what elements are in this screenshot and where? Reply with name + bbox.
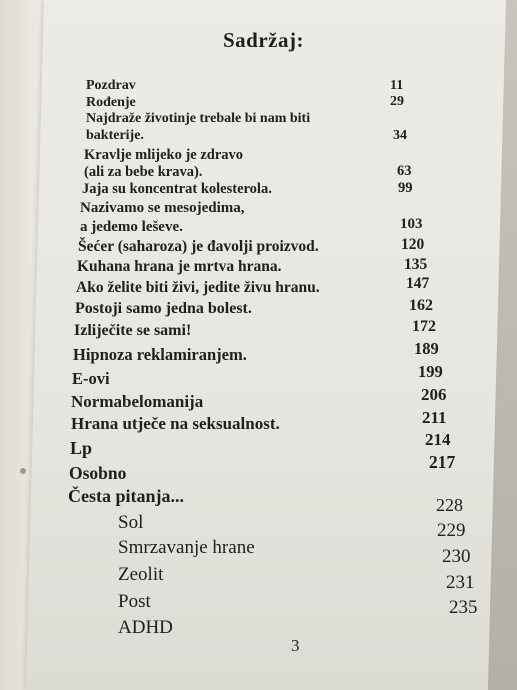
toc-page: 211: [422, 408, 447, 427]
toc-page: 189: [414, 339, 439, 358]
toc-entry: (ali za bebe krava).: [84, 164, 203, 180]
toc-subentry: Sol: [118, 512, 144, 533]
toc-entry: Ako želite biti živi, jedite živu hranu.: [76, 279, 320, 296]
toc-page: 217: [429, 452, 456, 472]
toc-page: 229: [437, 520, 466, 541]
page-number: 3: [291, 636, 300, 655]
toc-entry: Osobno: [69, 463, 127, 483]
toc-page: 99: [398, 180, 413, 196]
toc-entry: Pozdrav: [86, 78, 136, 93]
toc-page: 206: [421, 385, 447, 404]
toc-entry: Česta pitanja...: [68, 486, 184, 506]
toc-page: 120: [401, 236, 425, 253]
toc-entry: Kuhana hrana je mrtva hrana.: [77, 258, 282, 275]
toc-entry: Postoji samo jedna bolest.: [75, 300, 252, 317]
toc-entry: Šećer (saharoza) je đavolji proizvod.: [78, 238, 319, 255]
toc-entry: a jedemo leševe.: [80, 219, 183, 235]
toc-page: 103: [400, 216, 423, 232]
toc-page: 147: [406, 275, 430, 292]
toc-entry: Hrana utječe na seksualnost.: [71, 414, 280, 433]
toc-entry: Normabelomanija: [71, 392, 204, 411]
toc-entry: Lp: [70, 438, 93, 458]
toc-subentry: ADHD: [118, 617, 173, 638]
toc-page: 162: [409, 297, 433, 314]
toc-page: 135: [404, 256, 428, 273]
toc-entry: Jaja su koncentrat kolesterola.: [82, 181, 272, 197]
toc-subentry: Smrzavanje hrane: [118, 537, 255, 558]
toc-page: 63: [397, 163, 412, 179]
toc-entry: Izliječite se sami!: [74, 322, 192, 339]
toc-page: 11: [390, 78, 404, 93]
toc-page: 228: [436, 495, 463, 515]
toc-entry: Hipnoza reklamiranjem.: [73, 345, 247, 364]
toc-entry: Nazivamo se mesojedima,: [80, 200, 245, 216]
toc-entry: E-ovi: [72, 369, 110, 388]
toc-entry: bakterije.: [86, 128, 144, 143]
toc-entry: Najdraže životinje trebale bi nam biti: [86, 111, 311, 126]
toc-page: 230: [442, 546, 471, 567]
toc-page: 29: [390, 94, 404, 109]
page-title: Sadržaj:: [223, 28, 304, 52]
toc-entry: Kravlje mlijeko je zdravo: [84, 147, 244, 163]
page-speck: [20, 468, 26, 474]
toc-page: 199: [418, 362, 443, 381]
toc-page: 235: [449, 597, 478, 618]
toc-page: 214: [425, 430, 451, 449]
toc-subentry: Zeolit: [118, 564, 164, 585]
toc-page: 231: [446, 572, 475, 593]
toc-subentry: Post: [118, 591, 151, 612]
toc-entry: Rođenje: [86, 95, 136, 110]
toc-page: 34: [393, 128, 407, 143]
toc-page: 172: [412, 318, 436, 335]
